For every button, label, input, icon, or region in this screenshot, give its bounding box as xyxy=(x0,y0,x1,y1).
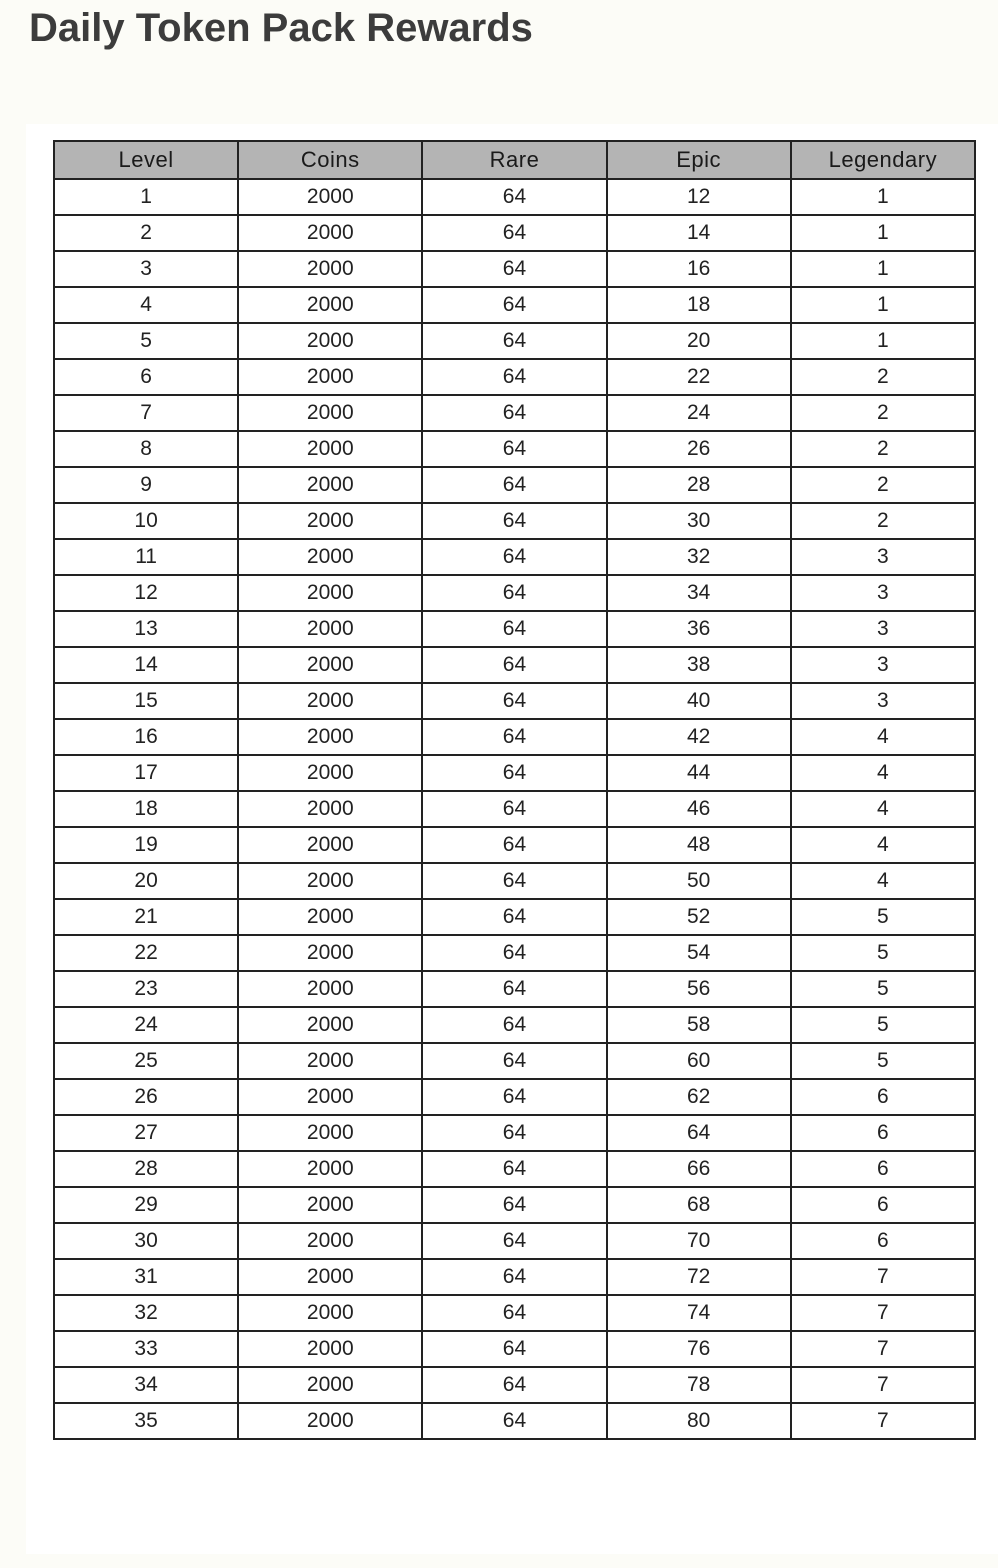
cell-epic: 60 xyxy=(607,1043,791,1079)
cell-epic: 28 xyxy=(607,467,791,503)
cell-epic: 52 xyxy=(607,899,791,935)
cell-legendary: 4 xyxy=(791,791,975,827)
cell-level: 25 xyxy=(54,1043,238,1079)
rewards-table xyxy=(53,140,976,1440)
table-row xyxy=(54,1223,975,1259)
cell-legendary: 7 xyxy=(791,1367,975,1403)
cell-legendary: 6 xyxy=(791,1223,975,1259)
table-row xyxy=(54,503,975,539)
cell-coins: 2000 xyxy=(238,827,422,863)
cell-legendary: 2 xyxy=(791,359,975,395)
table-row xyxy=(54,755,975,791)
column-header-epic: Epic xyxy=(607,141,791,179)
table-row xyxy=(54,539,975,575)
cell-legendary: 5 xyxy=(791,971,975,1007)
cell-epic: 36 xyxy=(607,611,791,647)
table-row xyxy=(54,899,975,935)
cell-epic: 64 xyxy=(607,1115,791,1151)
cell-level: 34 xyxy=(54,1367,238,1403)
cell-coins: 2000 xyxy=(238,1187,422,1223)
cell-epic: 78 xyxy=(607,1367,791,1403)
cell-legendary: 3 xyxy=(791,611,975,647)
cell-legendary: 5 xyxy=(791,1007,975,1043)
table-header xyxy=(54,141,975,179)
cell-epic: 16 xyxy=(607,251,791,287)
cell-rare: 64 xyxy=(422,431,606,467)
cell-level: 6 xyxy=(54,359,238,395)
cell-level: 11 xyxy=(54,539,238,575)
cell-rare: 64 xyxy=(422,1007,606,1043)
cell-legendary: 1 xyxy=(791,287,975,323)
cell-epic: 76 xyxy=(607,1331,791,1367)
table-row xyxy=(54,611,975,647)
table-row xyxy=(54,1079,975,1115)
cell-coins: 2000 xyxy=(238,179,422,215)
cell-coins: 2000 xyxy=(238,575,422,611)
cell-level: 13 xyxy=(54,611,238,647)
cell-rare: 64 xyxy=(422,1331,606,1367)
cell-epic: 26 xyxy=(607,431,791,467)
cell-rare: 64 xyxy=(422,971,606,1007)
table-row xyxy=(54,791,975,827)
cell-legendary: 7 xyxy=(791,1259,975,1295)
table-row xyxy=(54,1295,975,1331)
cell-level: 30 xyxy=(54,1223,238,1259)
cell-coins: 2000 xyxy=(238,647,422,683)
cell-epic: 54 xyxy=(607,935,791,971)
cell-rare: 64 xyxy=(422,935,606,971)
cell-level: 7 xyxy=(54,395,238,431)
cell-level: 21 xyxy=(54,899,238,935)
cell-rare: 64 xyxy=(422,1043,606,1079)
table-row xyxy=(54,1367,975,1403)
cell-level: 17 xyxy=(54,755,238,791)
cell-coins: 2000 xyxy=(238,395,422,431)
cell-legendary: 4 xyxy=(791,827,975,863)
cell-epic: 20 xyxy=(607,323,791,359)
cell-epic: 70 xyxy=(607,1223,791,1259)
cell-legendary: 7 xyxy=(791,1295,975,1331)
cell-rare: 64 xyxy=(422,287,606,323)
cell-epic: 72 xyxy=(607,1259,791,1295)
cell-epic: 12 xyxy=(607,179,791,215)
cell-rare: 64 xyxy=(422,755,606,791)
cell-level: 9 xyxy=(54,467,238,503)
cell-rare: 64 xyxy=(422,1223,606,1259)
cell-epic: 56 xyxy=(607,971,791,1007)
cell-epic: 48 xyxy=(607,827,791,863)
cell-epic: 24 xyxy=(607,395,791,431)
cell-level: 27 xyxy=(54,1115,238,1151)
cell-legendary: 5 xyxy=(791,899,975,935)
cell-level: 22 xyxy=(54,935,238,971)
column-header-rare: Rare xyxy=(422,141,606,179)
cell-rare: 64 xyxy=(422,359,606,395)
cell-legendary: 5 xyxy=(791,1043,975,1079)
cell-rare: 64 xyxy=(422,215,606,251)
cell-coins: 2000 xyxy=(238,539,422,575)
table-row xyxy=(54,1187,975,1223)
cell-legendary: 6 xyxy=(791,1079,975,1115)
cell-level: 4 xyxy=(54,287,238,323)
cell-epic: 42 xyxy=(607,719,791,755)
cell-legendary: 5 xyxy=(791,935,975,971)
cell-legendary: 6 xyxy=(791,1187,975,1223)
cell-coins: 2000 xyxy=(238,935,422,971)
table-row xyxy=(54,1007,975,1043)
cell-level: 19 xyxy=(54,827,238,863)
cell-rare: 64 xyxy=(422,1403,606,1439)
cell-level: 31 xyxy=(54,1259,238,1295)
cell-level: 24 xyxy=(54,1007,238,1043)
cell-level: 12 xyxy=(54,575,238,611)
cell-rare: 64 xyxy=(422,1079,606,1115)
cell-rare: 64 xyxy=(422,1295,606,1331)
cell-epic: 66 xyxy=(607,1151,791,1187)
cell-epic: 50 xyxy=(607,863,791,899)
cell-level: 3 xyxy=(54,251,238,287)
table-row xyxy=(54,1043,975,1079)
cell-level: 10 xyxy=(54,503,238,539)
page-title: Daily Token Pack Rewards xyxy=(29,6,533,50)
cell-rare: 64 xyxy=(422,1115,606,1151)
cell-coins: 2000 xyxy=(238,323,422,359)
cell-rare: 64 xyxy=(422,863,606,899)
table-row xyxy=(54,1259,975,1295)
cell-coins: 2000 xyxy=(238,1331,422,1367)
cell-legendary: 1 xyxy=(791,179,975,215)
cell-level: 8 xyxy=(54,431,238,467)
cell-epic: 58 xyxy=(607,1007,791,1043)
cell-legendary: 3 xyxy=(791,647,975,683)
cell-rare: 64 xyxy=(422,1151,606,1187)
cell-epic: 62 xyxy=(607,1079,791,1115)
table-row xyxy=(54,1151,975,1187)
cell-epic: 30 xyxy=(607,503,791,539)
cell-level: 32 xyxy=(54,1295,238,1331)
cell-coins: 2000 xyxy=(238,503,422,539)
cell-rare: 64 xyxy=(422,719,606,755)
cell-rare: 64 xyxy=(422,395,606,431)
cell-legendary: 4 xyxy=(791,755,975,791)
table-row xyxy=(54,647,975,683)
cell-legendary: 3 xyxy=(791,539,975,575)
cell-epic: 18 xyxy=(607,287,791,323)
cell-epic: 22 xyxy=(607,359,791,395)
cell-rare: 64 xyxy=(422,899,606,935)
cell-level: 15 xyxy=(54,683,238,719)
cell-legendary: 3 xyxy=(791,575,975,611)
cell-coins: 2000 xyxy=(238,1079,422,1115)
cell-level: 26 xyxy=(54,1079,238,1115)
cell-legendary: 4 xyxy=(791,863,975,899)
cell-rare: 64 xyxy=(422,611,606,647)
table-row xyxy=(54,179,975,215)
cell-rare: 64 xyxy=(422,1259,606,1295)
cell-level: 5 xyxy=(54,323,238,359)
cell-epic: 46 xyxy=(607,791,791,827)
cell-legendary: 6 xyxy=(791,1115,975,1151)
cell-coins: 2000 xyxy=(238,431,422,467)
cell-level: 18 xyxy=(54,791,238,827)
table-row xyxy=(54,287,975,323)
cell-rare: 64 xyxy=(422,251,606,287)
cell-coins: 2000 xyxy=(238,215,422,251)
table-row xyxy=(54,251,975,287)
cell-coins: 2000 xyxy=(238,1403,422,1439)
cell-epic: 44 xyxy=(607,755,791,791)
column-header-level: Level xyxy=(54,141,238,179)
table-body xyxy=(54,179,975,1439)
cell-rare: 64 xyxy=(422,323,606,359)
cell-rare: 64 xyxy=(422,467,606,503)
cell-coins: 2000 xyxy=(238,1115,422,1151)
cell-rare: 64 xyxy=(422,1187,606,1223)
cell-epic: 68 xyxy=(607,1187,791,1223)
table-row xyxy=(54,395,975,431)
cell-coins: 2000 xyxy=(238,287,422,323)
cell-level: 28 xyxy=(54,1151,238,1187)
cell-level: 14 xyxy=(54,647,238,683)
cell-epic: 38 xyxy=(607,647,791,683)
cell-rare: 64 xyxy=(422,539,606,575)
cell-rare: 64 xyxy=(422,503,606,539)
table-row xyxy=(54,971,975,1007)
table-row xyxy=(54,1115,975,1151)
cell-legendary: 6 xyxy=(791,1151,975,1187)
cell-legendary: 1 xyxy=(791,323,975,359)
cell-level: 20 xyxy=(54,863,238,899)
cell-coins: 2000 xyxy=(238,467,422,503)
cell-level: 29 xyxy=(54,1187,238,1223)
cell-epic: 74 xyxy=(607,1295,791,1331)
column-header-coins: Coins xyxy=(238,141,422,179)
table-row xyxy=(54,827,975,863)
cell-legendary: 1 xyxy=(791,215,975,251)
cell-coins: 2000 xyxy=(238,1223,422,1259)
cell-legendary: 7 xyxy=(791,1331,975,1367)
cell-coins: 2000 xyxy=(238,971,422,1007)
cell-coins: 2000 xyxy=(238,1295,422,1331)
table-row xyxy=(54,1331,975,1367)
cell-coins: 2000 xyxy=(238,755,422,791)
cell-legendary: 4 xyxy=(791,719,975,755)
cell-epic: 32 xyxy=(607,539,791,575)
cell-coins: 2000 xyxy=(238,1367,422,1403)
cell-legendary: 1 xyxy=(791,251,975,287)
cell-epic: 14 xyxy=(607,215,791,251)
cell-coins: 2000 xyxy=(238,719,422,755)
cell-coins: 2000 xyxy=(238,251,422,287)
cell-coins: 2000 xyxy=(238,791,422,827)
cell-level: 16 xyxy=(54,719,238,755)
table-row xyxy=(54,683,975,719)
cell-coins: 2000 xyxy=(238,899,422,935)
cell-rare: 64 xyxy=(422,179,606,215)
cell-legendary: 2 xyxy=(791,503,975,539)
cell-rare: 64 xyxy=(422,1367,606,1403)
table-row xyxy=(54,467,975,503)
table-row xyxy=(54,575,975,611)
cell-level: 2 xyxy=(54,215,238,251)
cell-level: 33 xyxy=(54,1331,238,1367)
table-row xyxy=(54,719,975,755)
cell-coins: 2000 xyxy=(238,359,422,395)
cell-level: 23 xyxy=(54,971,238,1007)
cell-level: 35 xyxy=(54,1403,238,1439)
cell-epic: 34 xyxy=(607,575,791,611)
cell-rare: 64 xyxy=(422,683,606,719)
table-row xyxy=(54,1403,975,1439)
cell-rare: 64 xyxy=(422,647,606,683)
cell-rare: 64 xyxy=(422,575,606,611)
cell-coins: 2000 xyxy=(238,1007,422,1043)
table-row xyxy=(54,323,975,359)
cell-coins: 2000 xyxy=(238,863,422,899)
cell-epic: 40 xyxy=(607,683,791,719)
table-header-row xyxy=(54,141,975,179)
table-row xyxy=(54,359,975,395)
column-header-legendary: Legendary xyxy=(791,141,975,179)
table-row xyxy=(54,935,975,971)
cell-epic: 80 xyxy=(607,1403,791,1439)
cell-legendary: 7 xyxy=(791,1403,975,1439)
cell-legendary: 2 xyxy=(791,467,975,503)
cell-legendary: 3 xyxy=(791,683,975,719)
cell-legendary: 2 xyxy=(791,395,975,431)
cell-coins: 2000 xyxy=(238,683,422,719)
table-row xyxy=(54,215,975,251)
cell-legendary: 2 xyxy=(791,431,975,467)
cell-level: 1 xyxy=(54,179,238,215)
cell-rare: 64 xyxy=(422,827,606,863)
cell-rare: 64 xyxy=(422,791,606,827)
table-row xyxy=(54,431,975,467)
table-row xyxy=(54,863,975,899)
cell-coins: 2000 xyxy=(238,1151,422,1187)
cell-coins: 2000 xyxy=(238,1259,422,1295)
cell-coins: 2000 xyxy=(238,1043,422,1079)
cell-coins: 2000 xyxy=(238,611,422,647)
